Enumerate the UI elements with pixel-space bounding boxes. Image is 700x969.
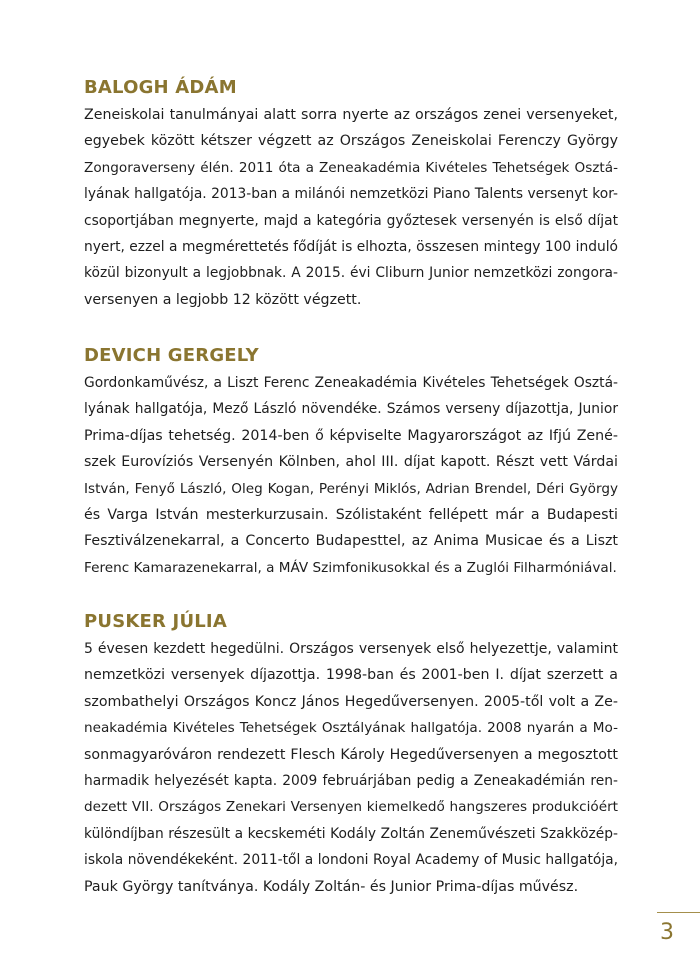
text-line: Gordonkaművész, a Liszt Ferenc Zeneakadémia Kivételes Tehetségek Osztá-: [84, 375, 618, 391]
page-content: [84, 74, 618, 900]
bio-balogh-adam: [84, 74, 618, 312]
text-line: különdíjban részesült a kecskeméti Kodály Zoltán Zeneművészeti Szakközép-: [84, 825, 618, 842]
bio-devich-gergely: [84, 342, 618, 577]
text-line: nemzetközi versenyek díjazottja. 1998-ban és 2001-ben I. díjat szerzett a: [84, 667, 618, 684]
text-line: neakadémia Kivételes Tehetségek Osztályának hallgatója. 2008 nyarán a Mo-: [84, 720, 618, 737]
bio-pusker-julia: [84, 608, 618, 900]
text-line: Zeneiskolai tanulmányai alatt sorra nyerte az országos zenei versenyeket,: [84, 107, 618, 123]
page-number: 3: [660, 920, 674, 945]
text-line: harmadik helyezését kapta. 2009 februárjában pedig a Zeneakadémián ren-: [84, 773, 618, 790]
text-line: versenyen a legjobb 12 között végzett.: [84, 291, 362, 308]
footer-rule: [657, 912, 700, 913]
bio-text: [84, 636, 618, 900]
text-line: Fesztiválzenekarral, a Concerto Budapesttel, az Anima Musicae és a Liszt: [84, 533, 618, 550]
text-line: Ferenc Kamarazenekarral, a MÁV Szimfonikusokkal és a Zuglói Filharmóniával.: [84, 559, 617, 576]
text-line: 5 évesen kezdett hegedülni. Országos versenyek első helyezettje, valamint: [84, 641, 618, 657]
text-line: közül bizonyult a legjobbnak. A 2015. évi Cliburn Junior nemzetközi zongora-: [84, 265, 618, 282]
text-line: Prima-díjas tehetség. 2014-ben ő képviselte Magyarországot az Ifjú Zené-: [84, 427, 618, 444]
bio-text: [84, 102, 618, 313]
bio-text: [84, 370, 618, 581]
text-line: Zongoraverseny élén. 2011 óta a Zeneakadémia Kivételes Tehetségek Osztá-: [84, 159, 618, 176]
text-line: iskola növendékeként. 2011-től a londoni Royal Academy of Music hallgatója,: [84, 852, 618, 869]
text-line: lyának hallgatója. 2013-ban a milánói nemzetközi Piano Talents versenyt kor-: [84, 186, 618, 203]
text-line: szombathelyi Országos Koncz János Hegedűversenyen. 2005-től volt a Ze-: [84, 693, 618, 710]
text-line: Pauk György tanítványa. Kodály Zoltán- és Junior Prima-díjas művész.: [84, 878, 579, 895]
bio-heading: DEVICH GERGELY: [84, 345, 259, 366]
text-line: dezett VII. Országos Zenekari Versenyen kiemelkedő hangszeres produkcióért: [84, 799, 618, 816]
bio-heading: PUSKER JÚLIA: [84, 611, 227, 632]
text-line: és Varga István mesterkurzusain. Szólistaként fellépett már a Budapesti: [84, 507, 618, 524]
text-line: István, Fenyő László, Oleg Kogan, Perényi Miklós, Adrian Brendel, Déri György: [84, 480, 618, 497]
text-line: lyának hallgatója, Mező László növendéke. Számos verseny díjazottja, Junior: [84, 401, 618, 418]
text-line: nyert, ezzel a megmérettetés fődíját is elhozta, összesen mintegy 100 induló: [84, 239, 618, 256]
text-line: egyebek között kétszer végzett az Országos Zeneiskolai Ferenczy György: [84, 133, 618, 150]
text-line: szek Eurovíziós Versenyén Kölnben, ahol III. díjat kapott. Részt vett Várdai: [84, 454, 618, 471]
bio-heading: BALOGH ÁDÁM: [84, 77, 237, 98]
text-line: sonmagyaróváron rendezett Flesch Károly Hegedűversenyen a megosztott: [84, 746, 618, 763]
text-line: csoportjában megnyerte, majd a kategória győztesek versenyén is első díjat: [84, 212, 618, 229]
